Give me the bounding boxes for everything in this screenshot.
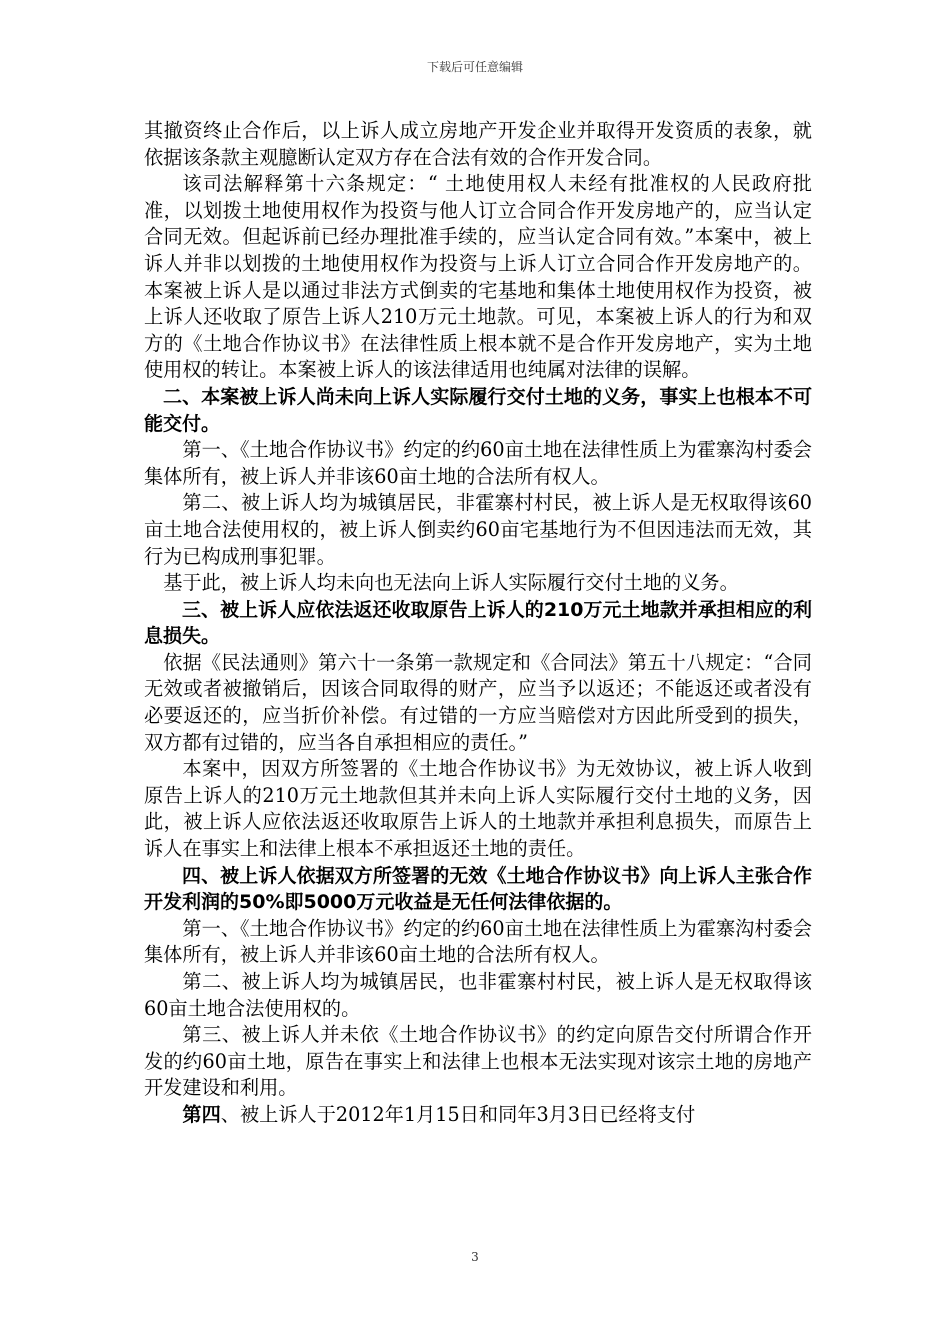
paragraph: 该司法解释第十六条规定：“ 土地使用权人未经有批准权的人民政府批准，以划拨土地使用权作为投资与他人订立合同合作开发房地产的，应当认定合同无效。但起诉前已经办理批准手续的，应当认定合同有效。”本案中，被上诉人并非以划拨的土地使用权作为投资与上诉人订立合同合作开发房地产的。本案被上诉人是以通过非法方式倒卖的宅基地和集体土地使用权作为投资，被上诉人还收取了原告上诉人210万元土地款。可见，本案被上诉人的行为和双方的《土地合作协议书》在法律性质上根本就不是合作开发房地产，实为土地使用权的转让。本案被上诉人的该法律适用也纯属对法律的误解。 <box>144 172 812 382</box>
paragraph <box>144 1102 812 1129</box>
paragraph: 其撤资终止合作后，以上诉人成立房地产开发企业并取得开发资质的表象，就依据该条款主观臆断认定双方存在合法有效的合作开发合同。 <box>144 119 812 169</box>
paragraph: 依据《民法通则》第六十一条第一款规定和《合同法》第五十八规定：“合同无效或者被撤销后，因该合同取得的财产，应当予以返还；不能返还或者没有必要返还的，应当折价补偿。有过错的一方应当赔偿对方因此所受到的损失，双方都有过错的，应当各自承担相应的责任。” <box>144 650 812 754</box>
paragraph-lead: 第四 <box>182 1102 221 1126</box>
paragraph-text: 、被上诉人于2012年1月15日和同年3月3日已经将支付 <box>220 1102 696 1126</box>
section-heading: 三、被上诉人应依法返还收取原告上诉人的210万元土地款并承担相应的利息损失。 <box>144 598 812 648</box>
paragraph: 第三、被上诉人并未依《土地合作协议书》的约定向原告交付所谓合作开发的约60亩土地，原告在事实上和法律上也根本无法实现对该宗土地的房地产开发建设和利用。 <box>144 1023 812 1100</box>
document-body <box>144 118 812 1129</box>
paragraph: 第二、被上诉人均为城镇居民，也非霍寨村村民，被上诉人是无权取得该60亩土地合法使用权的。 <box>144 970 812 1020</box>
page-header: 下载后可任意编辑 <box>426 60 523 74</box>
section-heading: 二、本案被上诉人尚未向上诉人实际履行交付土地的义务，事实上也根本不可能交付。 <box>144 385 812 435</box>
paragraph: 第一、《土地合作协议书》约定的约60亩土地在法律性质上为霍寨沟村委会集体所有，被上诉人并非该60亩土地的合法所有权人。 <box>144 438 812 488</box>
paragraph: 基于此，被上诉人均未向也无法向上诉人实际履行交付土地的义务。 <box>163 571 739 595</box>
section-heading: 四、被上诉人依据双方所签署的无效《土地合作协议书》向上诉人主张合作开发利润的50%即5000万元收益是无任何法律依据的。 <box>144 864 812 914</box>
paragraph: 本案中，因双方所签署的《土地合作协议书》为无效协议，被上诉人收到原告上诉人的210万元土地款但其并未向上诉人实际履行交付土地的义务，因此，被上诉人应依法返还收取原告上诉人的土地款并承担利息损失，而原告上诉人在事实上和法律上根本不承担返还土地的责任。 <box>144 757 812 861</box>
page-number: 3 <box>471 1250 479 1264</box>
paragraph: 第二、被上诉人均为城镇居民，非霍寨村村民，被上诉人是无权取得该60亩土地合法使用权的，被上诉人倒卖约60亩宅基地行为不但因违法而无效，其行为已构成刑事犯罪。 <box>144 491 812 568</box>
paragraph: 第一、《土地合作协议书》约定的约60亩土地在法律性质上为霍寨沟村委会集体所有，被上诉人并非该60亩土地的合法所有权人。 <box>144 916 812 967</box>
